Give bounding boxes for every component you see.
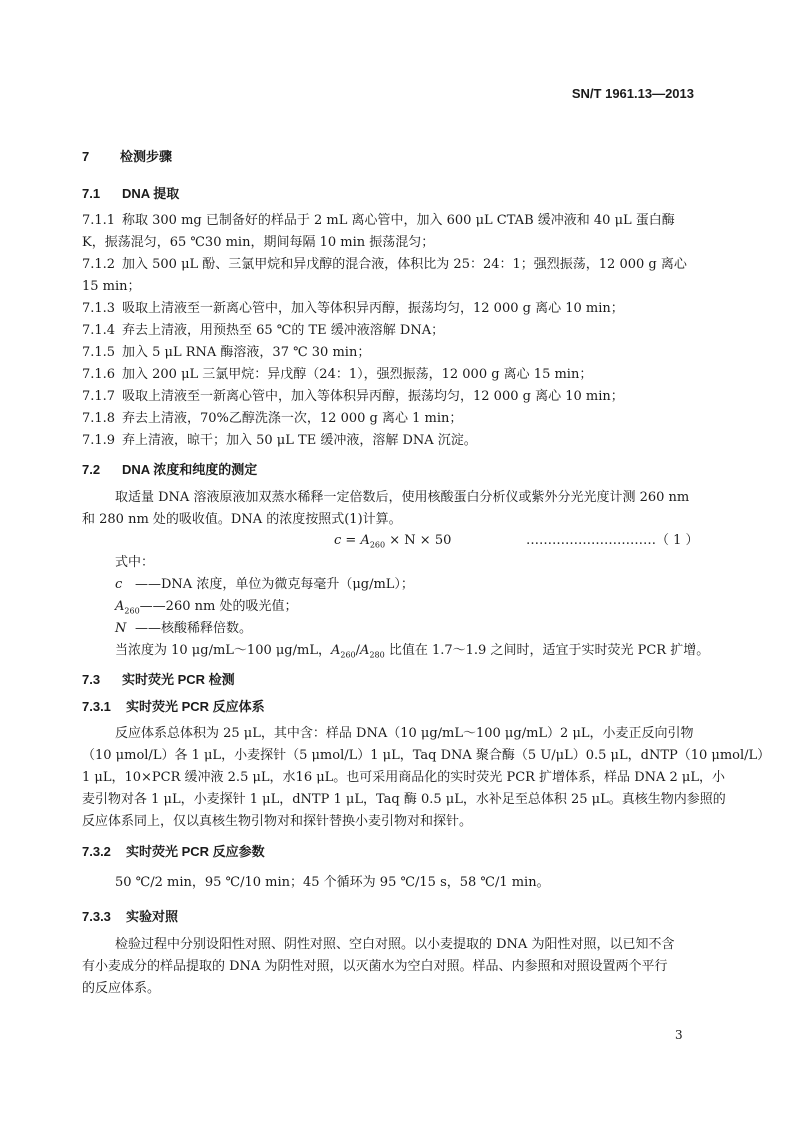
definition-n xyxy=(115,620,252,638)
section-title: 实验对照 xyxy=(126,909,179,924)
paragraph-line: 50 ℃/2 min，95 ℃/10 min；45 个循环为 95 ℃/15 s，58 ℃/1 min。 xyxy=(115,875,550,890)
standard-number: SN/T 1961.13—2013 xyxy=(571,86,694,101)
paragraph-line: 取适量 DNA 溶液原液加双蒸水稀释一定倍数后，使用核酸蛋白分析仪或紫外分光光度计测 260 nm xyxy=(115,490,690,505)
step-text: 弃去上清液，70%乙醇洗涤一次，12 000 g 离心 1 min； xyxy=(122,411,463,426)
step-text: 称取 300 mg 已制备好的样品于 2 mL 离心管中，加入 600 μL CTAB 缓冲液和 40 μL 蛋白酶 xyxy=(122,213,675,228)
step-7-1-9 xyxy=(82,432,477,450)
section-7-3-1-heading xyxy=(82,696,265,715)
step-text: 弃去上清液，用预热至 65 ℃的 TE 缓冲液溶解 DNA； xyxy=(122,323,445,338)
section-title: 检测步骤 xyxy=(120,149,173,164)
step-number: 7.1.5 xyxy=(82,345,116,360)
section-7-heading xyxy=(82,146,172,165)
section-number: 7 xyxy=(82,149,90,164)
section-title: 实时荧光 PCR 反应体系 xyxy=(126,699,265,714)
definition-a260 xyxy=(115,598,297,621)
formula-subscript: 260 xyxy=(369,540,386,550)
step-text: 弃上清液，晾干；加入 50 μL TE 缓冲液，溶解 DNA 沉淀。 xyxy=(122,433,477,448)
formula-number: …………………………（ 1 ） xyxy=(526,533,699,548)
definition-text: ——DNA 浓度，单位为微克每毫升（μg/mL）； xyxy=(135,577,414,592)
step-number: 7.1.3 xyxy=(82,301,116,316)
definition-c xyxy=(115,576,414,594)
step-text: 加入 500 μL 酚、三氯甲烷和异戊醇的混合液，体积比为 25：24：1；强烈振荡，12 000 g 离心 xyxy=(122,257,687,272)
definition-symbol: N xyxy=(115,621,127,636)
step-text: 吸取上清液至一新离心管中，加入等体积异丙醇，振荡均匀，12 000 g 离心 10 min； xyxy=(122,301,624,316)
step-number: 7.1.9 xyxy=(82,433,116,448)
definition-symbol: A xyxy=(115,599,125,614)
paragraph-line: 反应体系总体积为 25 μL，其中含：样品 DNA（10 μg/mL～100 μg/mL）2 μL，小麦正反向引物 xyxy=(115,726,694,741)
formula-rest: × N × 50 xyxy=(385,533,452,548)
step-7-1-6 xyxy=(82,366,592,384)
definition-text: ——260 nm 处的吸光值； xyxy=(139,599,298,614)
formula-c: c xyxy=(334,533,342,548)
step-number: 7.1.8 xyxy=(82,411,116,426)
section-number: 7.3 xyxy=(82,672,101,687)
paragraph-line: 麦引物对各 1 μL，小麦探针 1 μL，dNTP 1 μL，Taq 酶 0.5 μL，水补足至总体积 25 μL。真核生物内参照的 xyxy=(82,792,726,807)
step-text: 加入 5 μL RNA 酶溶液，37 ℃ 30 min； xyxy=(122,345,371,360)
criterion-subscript: 260 xyxy=(340,650,356,660)
step-7-1-3 xyxy=(82,300,624,318)
criterion-a: A xyxy=(330,643,341,658)
section-7-3-heading xyxy=(82,669,235,688)
step-7-1-2 xyxy=(82,256,687,274)
paragraph-line: （10 μmol/L）各 1 μL，小麦探针（5 μmol/L）1 μL，Taq DNA 聚合酶（5 U/μL）0.5 μL，dNTP（10 μmol/L） xyxy=(82,748,771,763)
criterion-subscript: 280 xyxy=(369,650,385,660)
step-number: 7.1.6 xyxy=(82,367,116,382)
step-text: 吸取上清液至一新离心管中，加入等体积异丙醇，振荡均匀，12 000 g 离心 10 min； xyxy=(122,389,624,404)
section-number: 7.3.1 xyxy=(82,699,111,714)
section-7-3-3-heading xyxy=(82,906,178,925)
paragraph-line: 的反应体系。 xyxy=(82,981,161,996)
criterion-a: A xyxy=(360,643,370,658)
criterion-text: 比值在 1.7～1.9 之间时，适宜于实时荧光 PCR 扩增。 xyxy=(384,643,710,658)
paragraph-line: 1 μL，10×PCR 缓冲液 2.5 μL，水16 μL。也可采用商品化的实时荧光 PCR 扩增体系，样品 DNA 2 μL，小 xyxy=(82,770,725,785)
section-7-3-2-heading xyxy=(82,841,265,860)
step-number: 7.1.4 xyxy=(82,323,116,338)
criterion-slash: / xyxy=(355,643,361,658)
step-7-1-7 xyxy=(82,388,624,406)
purity-criterion xyxy=(115,642,709,665)
where-label: 式中： xyxy=(115,555,155,570)
section-7-2-heading xyxy=(82,459,257,478)
section-title: DNA 提取 xyxy=(122,186,180,201)
section-title: DNA 浓度和纯度的测定 xyxy=(122,462,258,477)
section-title: 实时荧光 PCR 检测 xyxy=(122,672,235,687)
step-7-1-1-cont: K，振荡混匀，65 ℃30 min，期间每隔 10 min 振荡混匀； xyxy=(82,235,435,250)
step-7-1-8 xyxy=(82,410,462,428)
step-7-1-2-cont: 15 min； xyxy=(82,279,141,294)
section-number: 7.2 xyxy=(82,462,101,477)
definition-text: ——核酸稀释倍数。 xyxy=(135,621,253,636)
section-number: 7.3.3 xyxy=(82,909,111,924)
definition-subscript: 260 xyxy=(124,606,140,616)
step-number: 7.1.7 xyxy=(82,389,116,404)
criterion-text: 当浓度为 10 μg/mL～100 μg/mL， xyxy=(115,643,331,658)
paragraph-line: 检验过程中分别设阳性对照、阴性对照、空白对照。以小麦提取的 DNA 为阳性对照，以已知不含 xyxy=(115,937,675,952)
paragraph-line: 有小麦成分的样品提取的 DNA 为阴性对照，以灭菌水为空白对照。样品、内参照和对照设置两个平行 xyxy=(82,959,668,974)
paragraph-line: 反应体系同上，仅以真核生物引物对和探针替换小麦引物对和探针。 xyxy=(82,814,473,829)
page-number: 3 xyxy=(675,1028,683,1042)
section-7-1-heading xyxy=(82,183,179,202)
paragraph-line: 和 280 nm 处的吸收值。DNA 的浓度按照式(1)计算。 xyxy=(82,512,402,527)
formula xyxy=(334,532,451,555)
step-7-1-1 xyxy=(82,212,675,230)
step-number: 7.1.2 xyxy=(82,257,116,272)
section-number: 7.3.2 xyxy=(82,844,111,859)
step-text: 加入 200 μL 三氯甲烷：异戊醇（24：1），强烈振荡，12 000 g 离心 15 min； xyxy=(122,367,593,382)
section-title: 实时荧光 PCR 反应参数 xyxy=(126,844,265,859)
section-number: 7.1 xyxy=(82,186,101,201)
step-7-1-4 xyxy=(82,322,444,340)
definition-symbol: c xyxy=(115,577,123,592)
formula-equals: = xyxy=(341,533,361,548)
formula-a: A xyxy=(360,533,370,548)
step-7-1-5 xyxy=(82,344,370,362)
step-number: 7.1.1 xyxy=(82,213,116,228)
